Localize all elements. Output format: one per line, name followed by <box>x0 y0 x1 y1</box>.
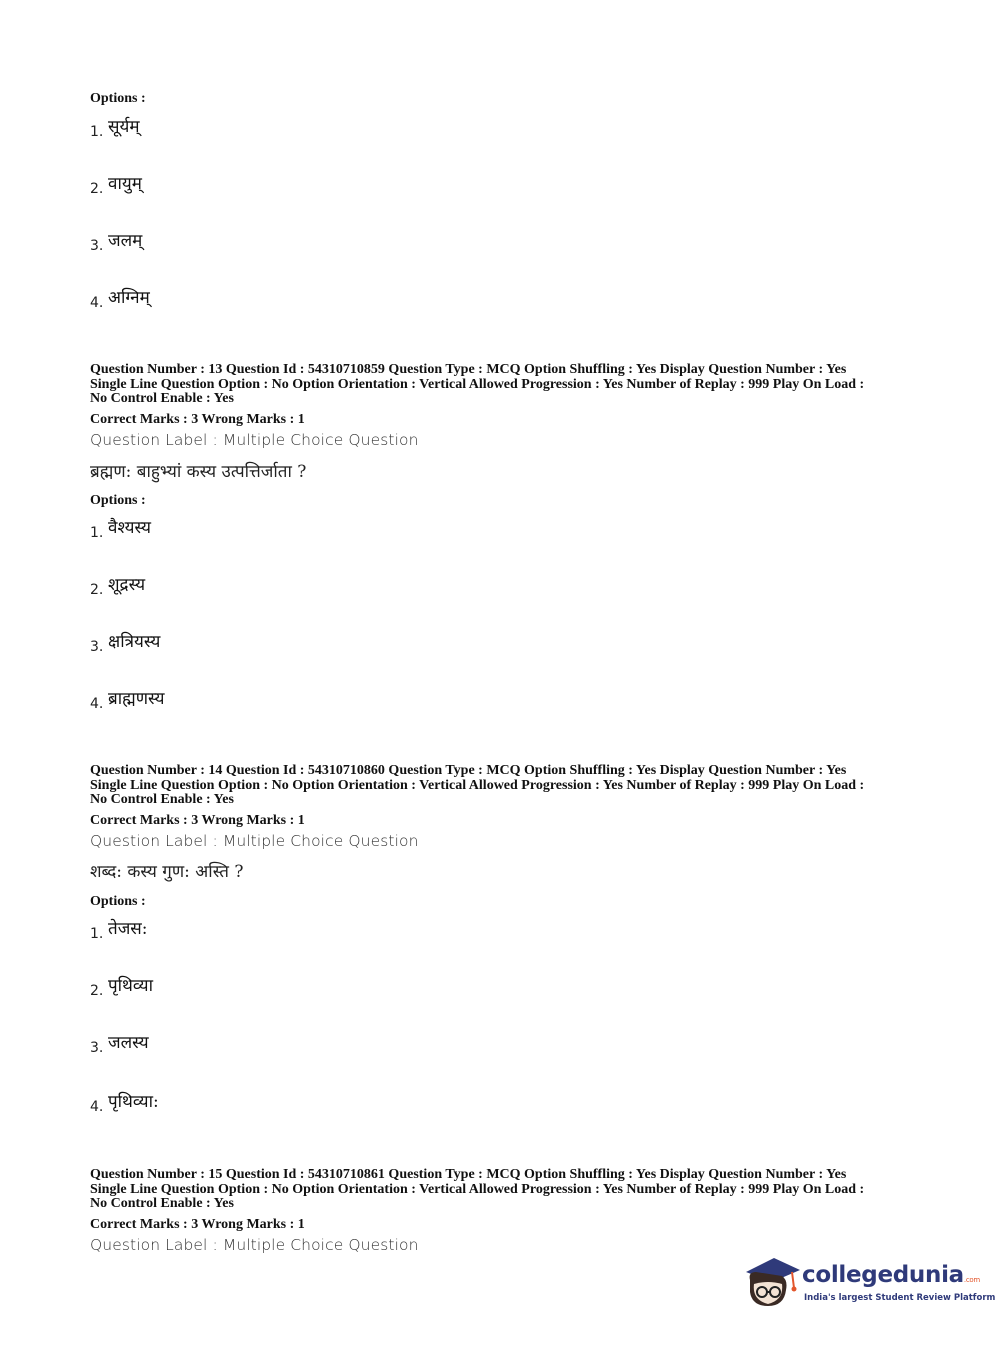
option-text: वैश्यस्य <box>108 518 152 538</box>
option-2 <box>90 171 490 201</box>
brand-tagline: India's largest Student Review Platform <box>804 1293 996 1303</box>
question-label: Question Label : Multiple Choice Question <box>90 431 419 449</box>
option-1 <box>90 515 490 545</box>
options-label: Options : <box>90 493 146 508</box>
meta-line: Single Line Question Option : No Option Orientation : Vertical Allowed Progression : Yes Number of Replay : 999 Play On Load : <box>90 376 865 392</box>
marks: Correct Marks : 3 Wrong Marks : 1 <box>90 1217 305 1232</box>
option-number: 2. <box>90 181 104 197</box>
marks: Correct Marks : 3 Wrong Marks : 1 <box>90 412 305 427</box>
option-number: 3. <box>90 1040 104 1056</box>
meta-line: No Control Enable : Yes <box>90 391 234 407</box>
option-text: पृथिव्या <box>108 976 153 996</box>
meta-line: Question Number : 14 Question Id : 54310710860 Question Type : MCQ Option Shuffling : Yes Display Question Number : Yes <box>90 763 847 778</box>
meta-line: Single Line Question Option : No Option Orientation : Vertical Allowed Progression : Yes Number of Replay : 999 Play On Load : <box>90 1181 865 1197</box>
option-3 <box>90 228 490 258</box>
option-text: जलस्य <box>108 1033 149 1053</box>
question-text: शब्द: कस्य गुण: अस्ति ? <box>90 862 244 882</box>
mascot-icon <box>740 1250 802 1314</box>
meta-line: Question Number : 15 Question Id : 54310710861 Question Type : MCQ Option Shuffling : Yes Display Question Number : Yes <box>90 1167 847 1182</box>
option-4 <box>90 285 490 315</box>
option-1 <box>90 114 490 144</box>
brand-name <box>802 1262 980 1288</box>
option-text: पृथिव्या: <box>108 1092 159 1112</box>
option-number: 3. <box>90 238 104 254</box>
meta-line: Question Number : 13 Question Id : 54310710859 Question Type : MCQ Option Shuffling : Yes Display Question Number : Yes <box>90 362 847 377</box>
collegedunia-logo <box>740 1250 996 1314</box>
question-meta <box>90 764 920 808</box>
meta-line: No Control Enable : Yes <box>90 1196 234 1212</box>
option-2 <box>90 572 490 602</box>
option-number: 2. <box>90 582 104 598</box>
option-number: 2. <box>90 983 104 999</box>
option-number: 3. <box>90 639 104 655</box>
option-text: वायुम् <box>108 174 142 194</box>
option-text: अग्निम् <box>108 288 150 308</box>
question-label: Question Label : Multiple Choice Question <box>90 832 419 850</box>
option-number: 1. <box>90 525 104 541</box>
option-2 <box>90 973 490 1003</box>
options-label: Options : <box>90 894 146 909</box>
option-3 <box>90 1030 490 1060</box>
meta-line: Single Line Question Option : No Option Orientation : Vertical Allowed Progression : Yes Number of Replay : 999 Play On Load : <box>90 777 865 793</box>
option-text: तेजस: <box>108 919 148 939</box>
option-4 <box>90 1089 490 1119</box>
option-text: जलम् <box>108 231 143 251</box>
option-1 <box>90 916 490 946</box>
meta-line: No Control Enable : Yes <box>90 792 234 808</box>
option-3 <box>90 629 490 659</box>
option-text: ब्राह्मणस्य <box>108 689 165 709</box>
brand-text: collegedunia <box>802 1262 964 1288</box>
options-label: Options : <box>90 91 146 106</box>
question-meta <box>90 363 920 407</box>
option-number: 4. <box>90 1099 104 1115</box>
question-label: Question Label : Multiple Choice Question <box>90 1236 419 1254</box>
option-text: क्षत्रियस्य <box>108 632 161 652</box>
option-text: सूर्यम् <box>108 117 140 137</box>
marks: Correct Marks : 3 Wrong Marks : 1 <box>90 813 305 828</box>
question-text: ब्रह्मण: बाहुभ्यां कस्य उत्पत्तिर्जाता ? <box>90 462 307 482</box>
option-number: 1. <box>90 124 104 140</box>
option-4 <box>90 686 490 716</box>
option-text: शूद्रस्य <box>108 575 146 595</box>
option-number: 4. <box>90 696 104 712</box>
brand-domain: .com <box>963 1276 980 1284</box>
option-number: 4. <box>90 295 104 311</box>
question-meta <box>90 1168 920 1212</box>
option-number: 1. <box>90 926 104 942</box>
